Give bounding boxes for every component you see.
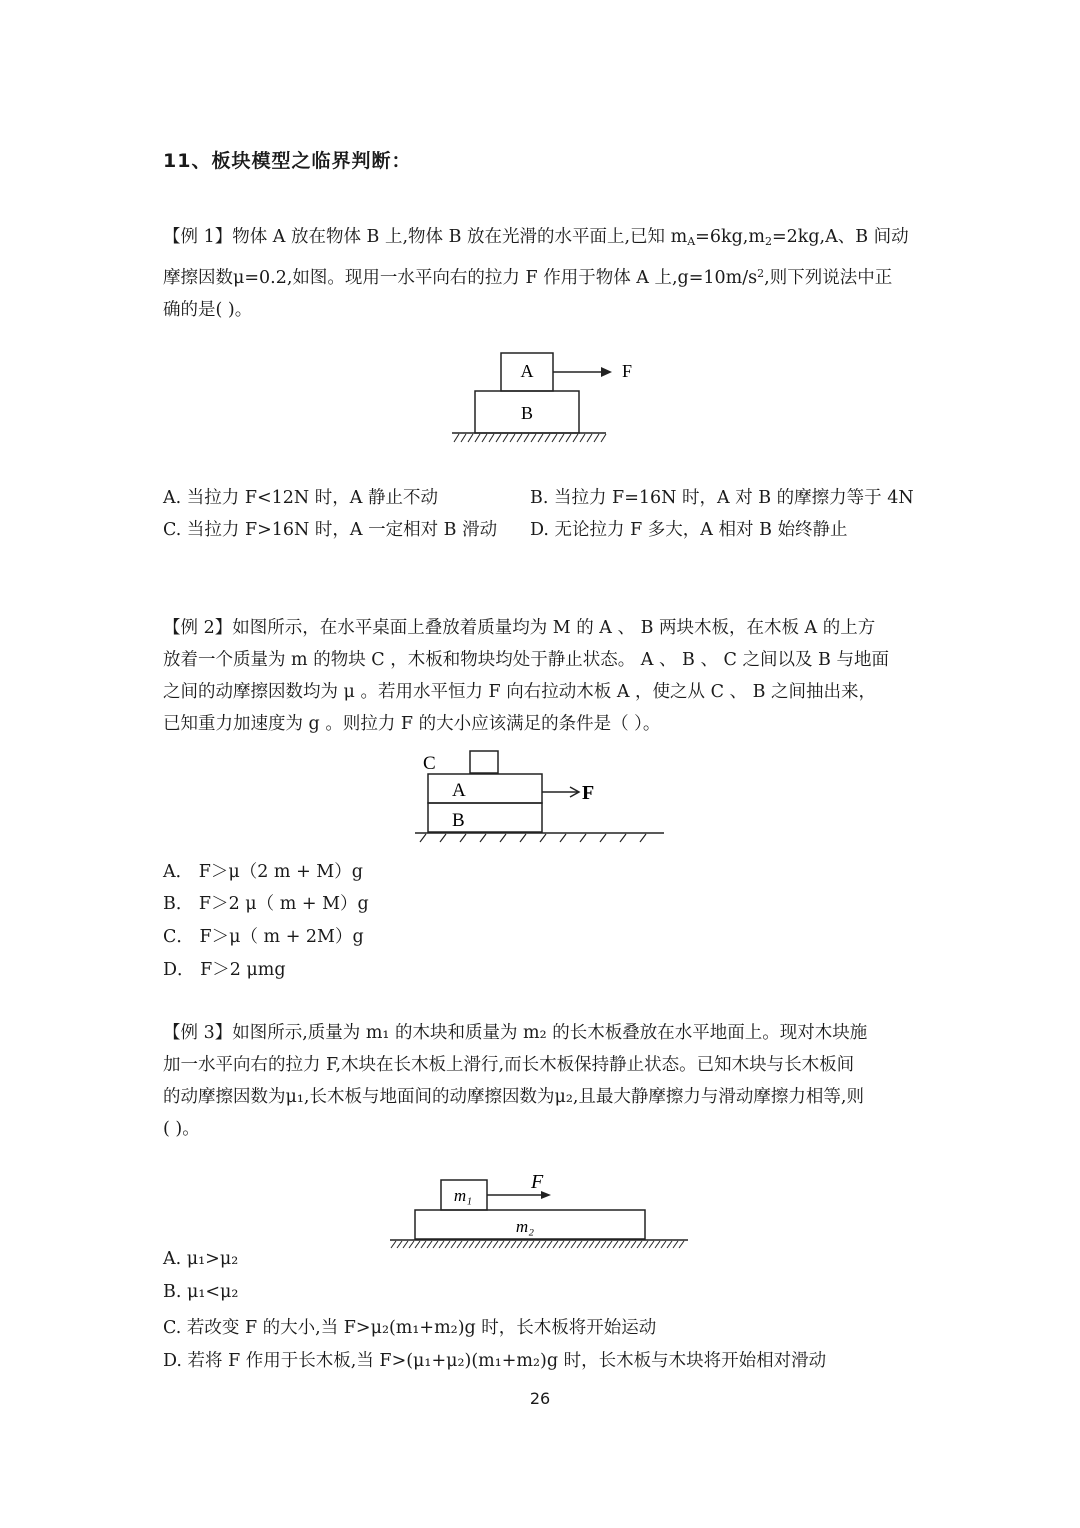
example-3-option-b: B. μ₁<μ₂ (163, 1282, 239, 1302)
example-1-line-3: 确的是( )。 (163, 300, 253, 320)
force-arrowhead (601, 367, 612, 377)
example-3-option-c: C. 若改变 F 的大小,当 F>μ₂(m₁+m₂)g 时，长木板将开始运动 (163, 1318, 657, 1338)
example-1-line-2: 摩擦因数μ=0.2,如图。现用一水平向右的拉力 F 作用于物体 A 上$,g=10m/s^2$,则下列说法中正 (163, 267, 893, 288)
board-b-label: B (452, 810, 465, 831)
example-1-option-b: B. 当拉力 F=16N 时，A 对 B 的摩擦力等于 4N (530, 488, 914, 508)
page-number: 26 (529, 1389, 551, 1408)
example-1-option-a: A. 当拉力 F<12N 时，A 静止不动 (163, 488, 438, 508)
example-2-line-1: 【例 2】如图所示，在水平桌面上叠放着质量均为 M 的 A 、 B 两块木板，在木板 A 的上方 (163, 618, 876, 638)
example-1-figure (440, 345, 640, 445)
example-2-option-b: B． F＞2 μ（ m + M）g (163, 894, 369, 914)
example-2-option-c: C． F＞μ（ m + 2M）g (163, 927, 364, 947)
block-c-label: C (423, 753, 436, 774)
example-3-line-2: 加一水平向右的拉力 F,木块在长木板上滑行,而长木板保持静止状态。已知木块与长木板间 (163, 1055, 855, 1075)
example-3-line-4: ( )。 (163, 1119, 200, 1139)
ground-hatching (391, 1241, 684, 1248)
example-2-option-a: A． F＞μ（2 m + M）g (163, 862, 363, 882)
example-1-option-d: D. 无论拉力 F 多大，A 相对 B 始终静止 (530, 520, 848, 540)
board-m2-label: m₂ (515, 1217, 535, 1236)
section-title: 11、板块模型之临界判断： (163, 150, 412, 172)
ground-hatching (454, 434, 606, 442)
example-3-figure (385, 1168, 695, 1252)
example-1-option-c: C. 当拉力 F>16N 时，A 一定相对 B 滑动 (163, 520, 498, 540)
example-3-option-a: A. μ₁>μ₂ (163, 1249, 239, 1269)
force-label: F (531, 1171, 544, 1193)
block-m1-label: m₁ (453, 1186, 473, 1205)
example-3-line-3: 的动摩擦因数为μ₁,长木板与地面间的动摩擦因数为μ₂,且最大静摩擦力与滑动摩擦力相等,则 (163, 1087, 864, 1107)
block-c (470, 751, 498, 773)
example-1-line-1: 【例 1】物体 A 放在物体 B 上,物体 B 放在光滑的水平面上,已知 $m_A=6kg,m_2=2kg,A$、B 间动 (163, 227, 909, 248)
ground-hatching (420, 834, 646, 842)
board-a-label: A (452, 780, 466, 801)
example-2-line-4: 已知重力加速度为 g 。则拉力 F 的大小应该满足的条件是（ ）。 (163, 714, 661, 734)
block-b-label: B (520, 403, 534, 423)
example-2-text (163, 612, 923, 740)
example-2-line-3: 之间的动摩擦因数均为 μ 。若用水平恒力 F 向右拉动木板 A ，使之从 C 、 B 之间抽出来， (163, 682, 877, 702)
board-b (428, 803, 542, 832)
example-2-line-2: 放着一个质量为 m 的物块 C ，木板和物块均处于静止状态。 A 、 B 、 C 之间以及 B 与地面 (163, 650, 889, 670)
example-2-figure (410, 746, 670, 846)
example-3-option-d: D. 若将 F 作用于长木板,当 F>(μ₁+μ₂)(m₁+m₂)g 时，长木板与木块将开始相对滑动 (163, 1351, 827, 1371)
force-label: F (622, 361, 633, 381)
example-3-line-1: 【例 3】如图所示,质量为 m₁ 的木块和质量为 m₂ 的长木板叠放在水平地面上。现对木块施 (163, 1023, 868, 1043)
board-a (428, 774, 542, 803)
example-3-text (163, 1017, 923, 1145)
example-2-option-d: D． F＞2 μmg (163, 960, 286, 980)
block-a-label: A (520, 361, 534, 381)
force-label: F (582, 782, 595, 804)
example-1-text (163, 221, 923, 326)
